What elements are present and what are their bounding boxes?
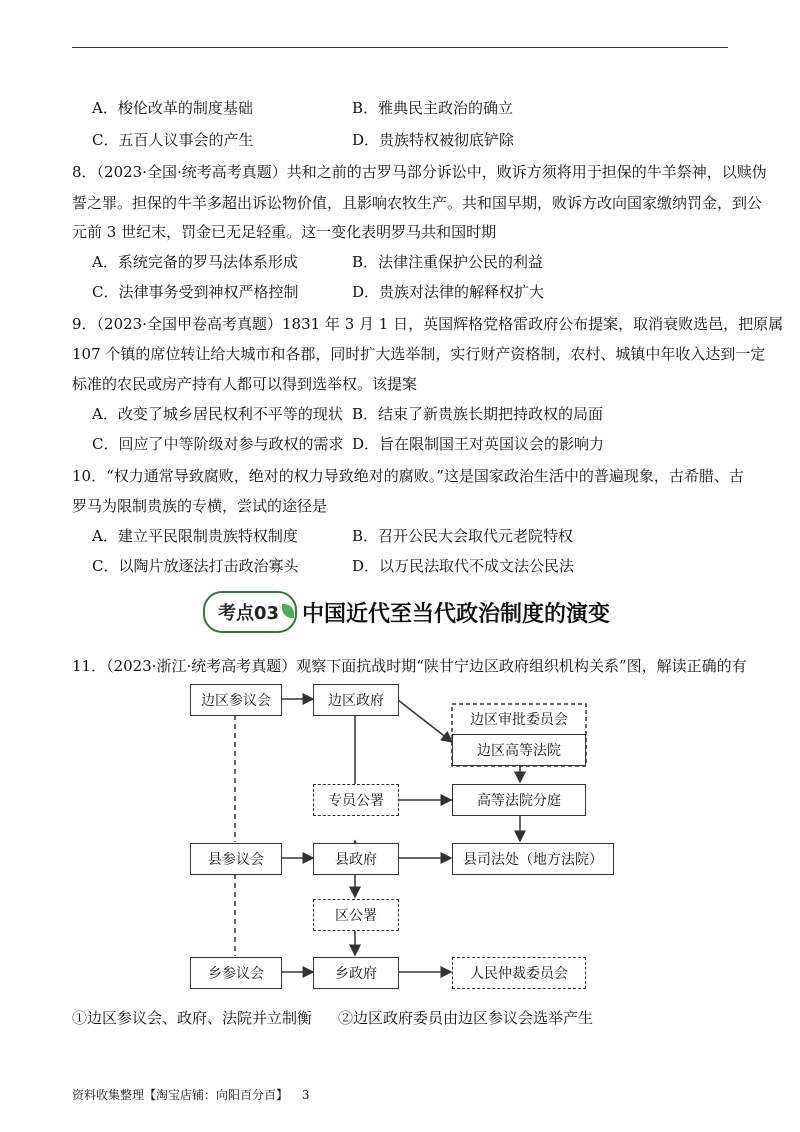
- page-number: 3: [301, 1088, 310, 1102]
- q9-stem-line1: 9．（2023·全国甲卷高考真题）1831 年 3 月 1 日，英国辉格党格雷政府公布提案，取消衰败选邑，把原属: [72, 315, 784, 333]
- box-county-gov: 县政府: [313, 843, 399, 875]
- q7-option-a[interactable]: A．梭伦改革的制度基础: [92, 99, 253, 117]
- box-arbitration-committee: 人民仲裁委员会: [452, 957, 586, 989]
- q9-option-c[interactable]: C．回应了中等阶级对参与政权的需求: [92, 435, 344, 453]
- q9-stem-line2: 107 个镇的席位转让给大城市和各郡，同时扩大选举制，实行财产资格制，农村、城镇中年收入达到一定: [72, 345, 766, 363]
- q10-option-d[interactable]: D．以万民法取代不成文法公民法: [352, 557, 575, 575]
- q9-option-d[interactable]: D．旨在限制国王对英国议会的影响力: [352, 435, 605, 453]
- q7-option-b[interactable]: B．雅典民主政治的确立: [352, 99, 514, 117]
- box-high-court: 边区高等法院: [452, 734, 586, 766]
- q8-option-d[interactable]: D．贵族对法律的解释权扩大: [352, 283, 545, 301]
- box-township-council: 乡参议会: [190, 957, 282, 989]
- box-high-court-branch: 高等法院分庭: [452, 784, 586, 816]
- q9-stem-line3: 标准的农民或房产持有人都可以得到选举权。该提案: [72, 375, 418, 393]
- q10-option-a[interactable]: A．建立平民限制贵族特权制度: [92, 527, 298, 545]
- q8-stem-line2: 誓之罪。担保的牛羊多超出诉讼物价值，且影响农牧生产。共和国早期，败诉方改向国家缴纳罚金，到公: [72, 194, 763, 212]
- arrow-border-gov-to-high-court: [398, 700, 452, 742]
- q8-option-b[interactable]: B．法律注重保护公民的利益: [352, 253, 544, 271]
- q8-option-a[interactable]: A．系统完备的罗马法体系形成: [92, 253, 298, 271]
- q8-option-c[interactable]: C．法律事务受到神权严格控制: [92, 283, 299, 301]
- box-county-judicial: 县司法处（地方法院）: [452, 843, 614, 875]
- q7-option-d[interactable]: D．贵族特权被彻底铲除: [352, 131, 515, 149]
- q8-stem-line1: 8．（2023·全国·统考高考真题）共和之前的古罗马部分诉讼中，败诉方须将用于担保的牛羊祭神，以赎伪: [72, 163, 767, 181]
- q10-stem-line1: 10．“权力通常导致腐败，绝对的权力导致绝对的腐败。”这是国家政治生活中的普遍现象，古希腊、古: [72, 467, 744, 485]
- box-border-gov: 边区政府: [313, 684, 399, 716]
- q11-option-2[interactable]: ②边区政府委员由边区参议会选举产生: [338, 1009, 594, 1027]
- section-badge-label: 考点03: [218, 603, 280, 624]
- q10-stem-line2: 罗马为限制贵族的专横，尝试的途径是: [72, 497, 328, 515]
- q10-option-b[interactable]: B．召开公民大会取代元老院特权: [352, 527, 574, 545]
- footer-source: [72, 1086, 309, 1103]
- q9-option-b[interactable]: B．结束了新贵族长期把持政权的局面: [352, 405, 604, 423]
- q8-stem-line3: 元前 3 世纪末，罚金已无足轻重。这一变化表明罗马共和国时期: [72, 223, 497, 241]
- box-county-council: 县参议会: [190, 843, 282, 875]
- box-border-council: 边区参议会: [190, 684, 282, 716]
- section-title: 中国近代至当代政治制度的演变: [302, 602, 611, 627]
- q11-stem-line1: 11．（2023·浙江·统考高考真题）观察下面抗战时期“陕甘宁边区政府组织机构关系”图，解读正确的有: [72, 657, 747, 675]
- footer-text: 资料收集整理【淘宝店铺：向阳百分百】: [72, 1088, 289, 1102]
- box-township-gov: 乡政府: [313, 957, 399, 989]
- box-commissioner-office: 专员公署: [313, 784, 399, 816]
- q10-option-c[interactable]: C．以陶片放逐法打击政治寡头: [92, 557, 299, 575]
- q11-option-1[interactable]: ①边区参议会、政府、法院并立制衡: [72, 1009, 313, 1027]
- box-review-committee: 边区审批委员会: [470, 712, 568, 728]
- q7-option-c[interactable]: C．五百人议事会的产生: [92, 131, 254, 149]
- q9-option-a[interactable]: A．改变了城乡居民权利不平等的现状: [92, 405, 343, 423]
- box-district-office: 区公署: [313, 899, 399, 931]
